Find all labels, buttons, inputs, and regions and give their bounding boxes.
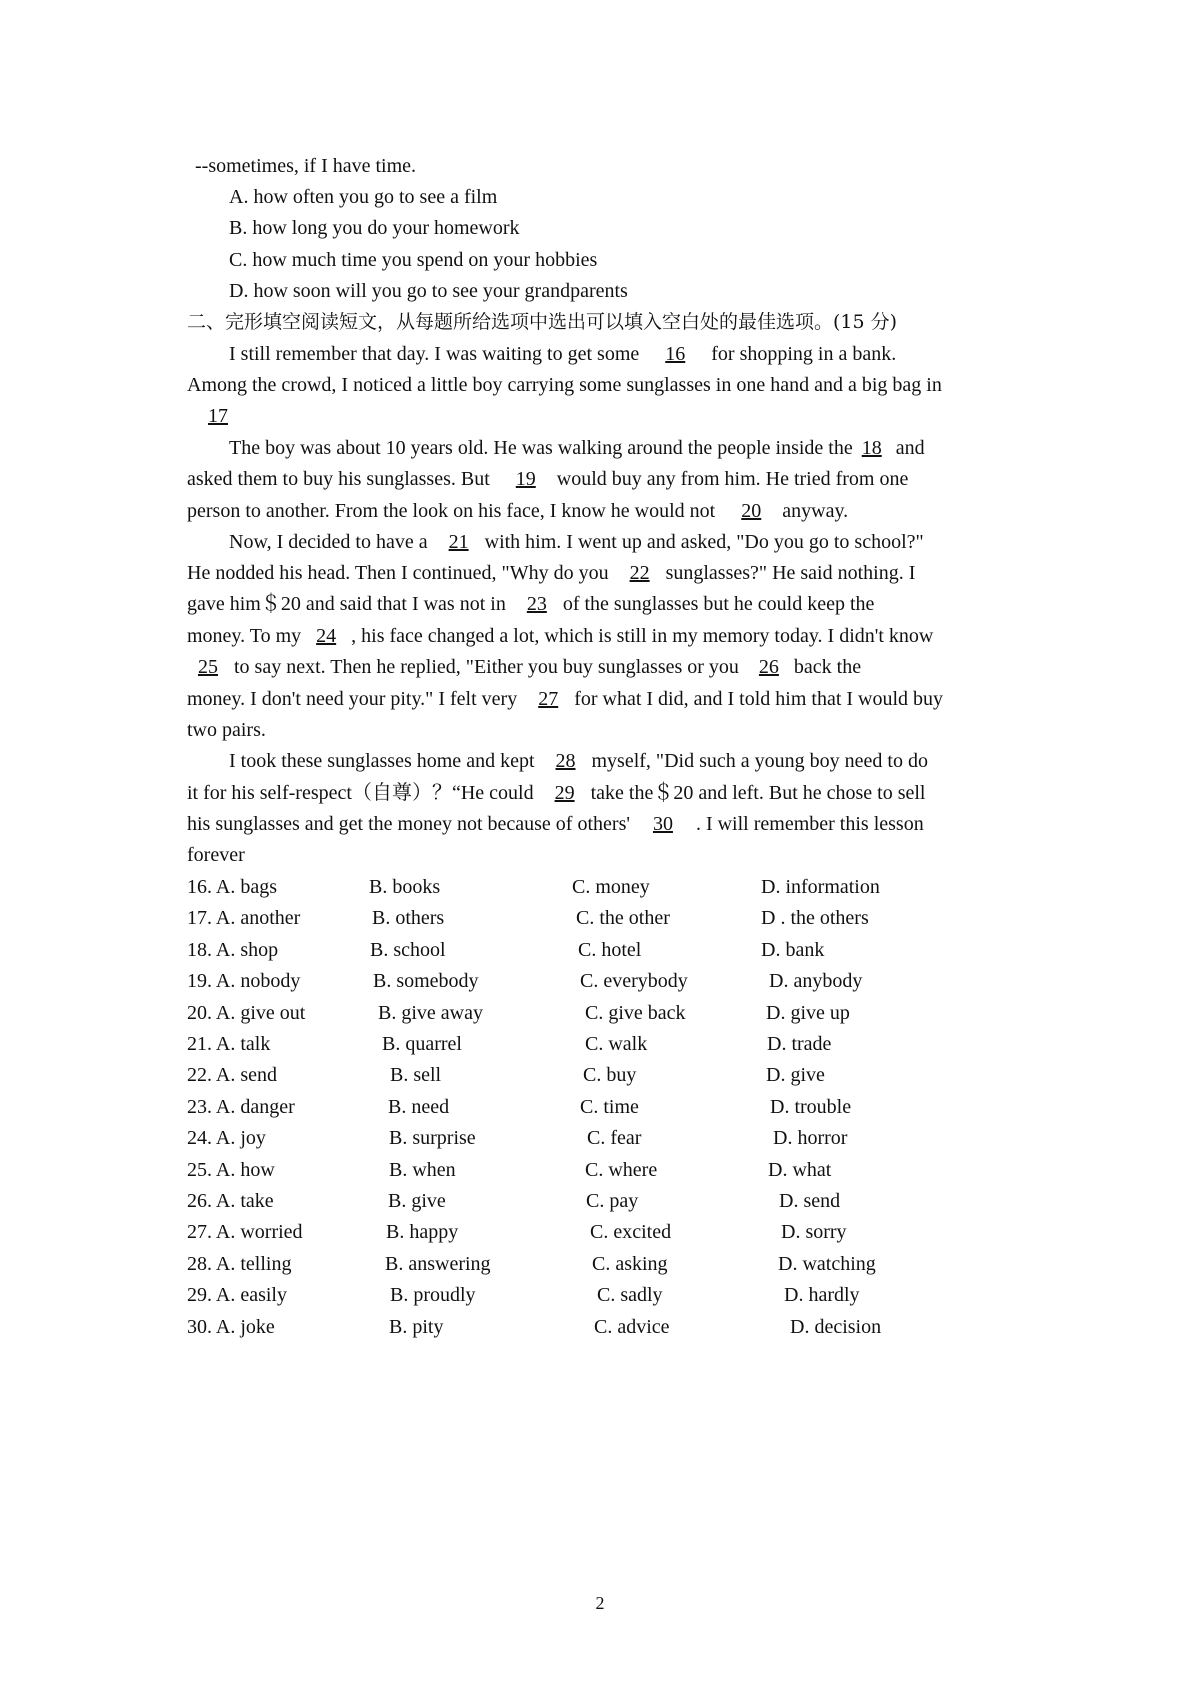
passage-line-15: it for his self-respect（自尊）？“He could 29 take the＄20 and left. But he chose to sell xyxy=(187,782,926,804)
answer-line: --sometimes, if I have time. xyxy=(195,155,417,177)
prev-option-d: D. how soon will you go to see your grandparents xyxy=(229,280,628,302)
question-21-option-c: C. walk xyxy=(585,1033,648,1055)
question-28-option-a: 28. A. telling xyxy=(187,1252,292,1275)
blank-18: 18 xyxy=(861,437,882,459)
passage-line-7: Now, I decided to have a 21 with him. I went up and asked, "Do you go to school?" xyxy=(229,531,924,553)
question-29-option-d: D. hardly xyxy=(784,1284,860,1307)
question-26-option-c: C. pay xyxy=(586,1190,639,1212)
blank-26: 26 xyxy=(758,656,779,678)
question-26-option-d: D. send xyxy=(779,1190,841,1212)
question-30-option-a: 30. A. joke xyxy=(187,1315,275,1338)
blank-23: 23 xyxy=(526,593,547,615)
blank-30: 30 xyxy=(652,813,673,835)
question-28-option-b: B. answering xyxy=(385,1252,491,1275)
question-20-option-d: D. give up xyxy=(766,1001,850,1024)
question-23-option-a: 23. A. danger xyxy=(187,1095,295,1118)
blank-21: 21 xyxy=(448,531,469,553)
passage-line-8: He nodded his head. Then I continued, "Why do you 22 sunglasses?" He said nothing. I xyxy=(187,562,916,584)
passage-line-9: gave him＄20 and said that I was not in 23 of the sunglasses but he could keep the xyxy=(187,593,875,615)
question-24-option-a: 24. A. joy xyxy=(187,1127,266,1150)
passage-line-3 xyxy=(187,403,249,429)
question-22-option-a: 22. A. send xyxy=(187,1064,277,1087)
blank-19: 19 xyxy=(515,468,536,490)
question-17-option-c: C. the other xyxy=(576,907,670,930)
passage-line-10: money. To my 24 , his face changed a lot, which is still in my memory today. I didn't know xyxy=(187,625,934,647)
blank-22: 22 xyxy=(629,562,650,584)
question-21-option-d: D. trade xyxy=(767,1033,832,1055)
question-27-option-d: D. sorry xyxy=(781,1221,847,1244)
question-24-option-d: D. horror xyxy=(773,1127,848,1150)
passage-line-11: 25 to say next. Then he replied, "Either you buy sunglasses or you 26 back the xyxy=(187,654,861,680)
question-19-option-b: B. somebody xyxy=(373,970,479,993)
question-23-option-d: D. trouble xyxy=(770,1095,852,1118)
question-28-option-d: D. watching xyxy=(778,1252,876,1275)
passage-line-16: his sunglasses and get the money not because of others' 30 . I will remember this lesson xyxy=(187,813,924,835)
question-27-option-b: B. happy xyxy=(386,1221,459,1244)
question-18-option-c: C. hotel xyxy=(578,938,642,961)
question-16-option-a: 16. A. bags xyxy=(187,876,277,898)
question-16-option-d: D. information xyxy=(761,876,880,898)
blank-25: 25 xyxy=(198,656,218,678)
passage-line-14: I took these sunglasses home and kept 28 myself, "Did such a young boy need to do xyxy=(229,750,928,772)
question-18-option-a: 18. A. shop xyxy=(187,938,279,961)
passage-line-13: two pairs. xyxy=(187,719,266,741)
blank-16: 16 xyxy=(665,343,686,365)
prev-option-b: B. how long you do your homework xyxy=(229,217,520,239)
blank-29: 29 xyxy=(554,782,575,804)
passage-line-2: Among the crowd, I noticed a little boy carrying some sunglasses in one hand and a big bag in xyxy=(187,374,942,396)
question-18-option-d: D. bank xyxy=(761,938,825,961)
question-23-option-b: B. need xyxy=(388,1095,450,1118)
passage-line-1: I still remember that day. I was waiting to get some 16 for shopping in a bank. xyxy=(229,343,897,365)
question-19-option-a: 19. A. nobody xyxy=(187,970,301,993)
blank-17: 17 xyxy=(208,405,228,427)
question-28-option-c: C. asking xyxy=(592,1252,668,1275)
passage-line-6: person to another. From the look on his face, I know he would not 20 anyway. xyxy=(187,500,849,522)
question-19-option-c: C. everybody xyxy=(580,970,688,993)
prev-option-c: C. how much time you spend on your hobbies xyxy=(229,249,598,271)
question-17-option-b: B. others xyxy=(372,907,445,930)
page-number: 2 xyxy=(595,1593,605,1613)
question-25-option-b: B. when xyxy=(389,1158,456,1181)
question-21-option-a: 21. A. talk xyxy=(187,1033,271,1055)
question-23-option-c: C. time xyxy=(580,1095,639,1118)
question-16-option-c: C. money xyxy=(572,876,650,898)
question-25-option-d: D. what xyxy=(768,1158,832,1181)
question-27-option-a: 27. A. worried xyxy=(187,1221,303,1244)
question-26-option-a: 26. A. take xyxy=(187,1190,274,1212)
question-18-option-b: B. school xyxy=(370,938,446,961)
question-22-option-c: C. buy xyxy=(583,1064,637,1087)
question-27-option-c: C. excited xyxy=(590,1221,672,1244)
question-17-option-d: D . the others xyxy=(761,907,869,930)
question-20-option-a: 20. A. give out xyxy=(187,1001,306,1024)
blank-24: 24 xyxy=(316,625,337,647)
question-16-option-b: B. books xyxy=(369,876,441,898)
question-29-option-b: B. proudly xyxy=(390,1284,476,1307)
question-22-option-d: D. give xyxy=(766,1064,825,1087)
question-24-option-c: C. fear xyxy=(587,1127,642,1150)
question-29-option-c: C. sadly xyxy=(597,1284,663,1307)
question-20-option-b: B. give away xyxy=(378,1001,483,1024)
question-21-option-b: B. quarrel xyxy=(382,1033,462,1055)
blank-20: 20 xyxy=(741,500,762,522)
question-30-option-d: D. decision xyxy=(790,1315,882,1338)
question-30-option-b: B. pity xyxy=(389,1315,444,1338)
question-20-option-c: C. give back xyxy=(585,1001,686,1024)
prev-option-a: A. how often you go to see a film xyxy=(229,186,498,208)
question-29-option-a: 29. A. easily xyxy=(187,1284,287,1307)
question-26-option-b: B. give xyxy=(388,1190,446,1212)
passage-line-17: forever xyxy=(187,844,245,866)
question-24-option-b: B. surprise xyxy=(389,1127,476,1150)
question-17-option-a: 17. A. another xyxy=(187,907,301,930)
question-19-option-d: D. anybody xyxy=(769,970,863,993)
blank-27: 27 xyxy=(538,688,559,710)
passage-line-12: money. I don't need your pity." I felt very 27 for what I did, and I told him that I would buy xyxy=(187,688,944,710)
blank-28: 28 xyxy=(555,750,576,772)
section-heading: 二、完形填空阅读短文，从每题所给选项中选出可以填入空白处的最佳选项。(15 分) xyxy=(187,311,898,333)
question-25-option-a: 25. A. how xyxy=(187,1158,275,1181)
question-22-option-b: B. sell xyxy=(390,1064,442,1087)
passage-line-4: The boy was about 10 years old. He was walking around the people inside the 18 and xyxy=(229,437,925,459)
passage-line-5: asked them to buy his sunglasses. But 19 would buy any from him. He tried from one xyxy=(187,468,909,490)
question-30-option-c: C. advice xyxy=(594,1315,670,1338)
question-25-option-c: C. where xyxy=(585,1158,658,1181)
